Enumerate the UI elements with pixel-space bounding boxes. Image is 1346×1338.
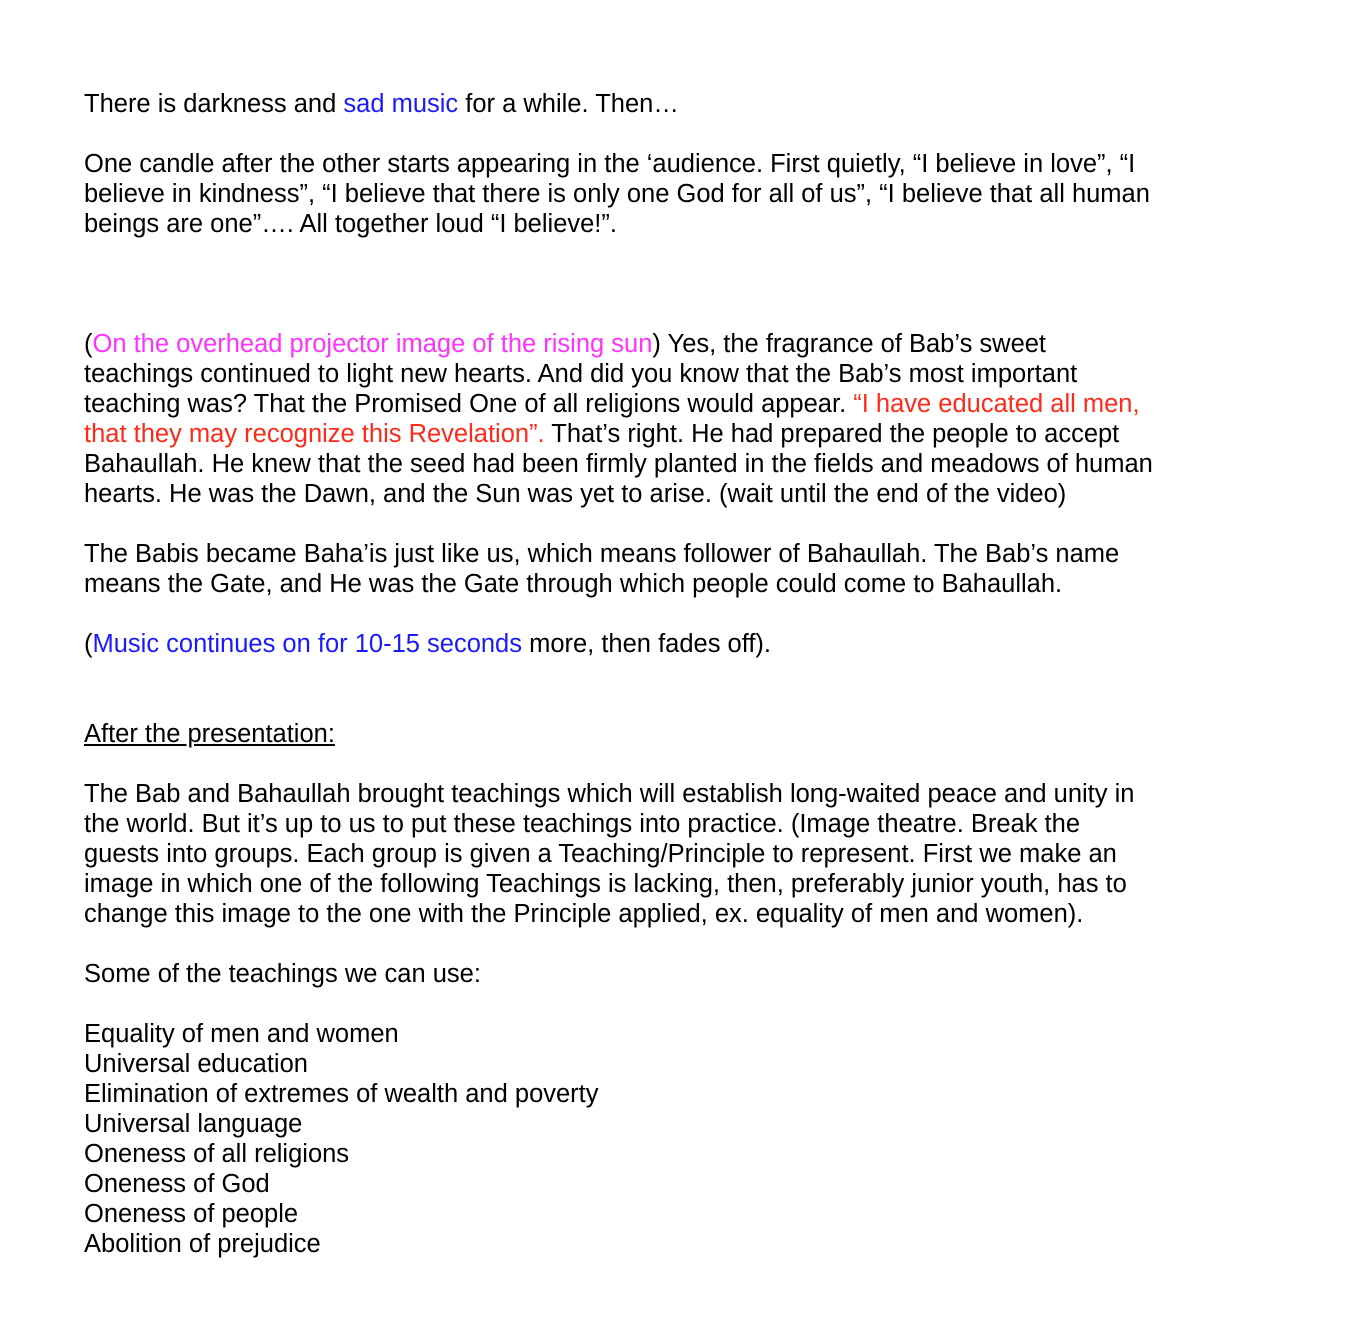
text-line: The Babis became Baha’is just like us, which means follower of Bahaullah. The Bab’s name (84, 540, 1120, 568)
quotation-red: “I have educated all men, (853, 390, 1140, 418)
text-line: beings are one”…. All together loud “I believe!”. (84, 210, 617, 238)
teachings-list (84, 1019, 1264, 1259)
text-run: There is darkness and (84, 90, 344, 118)
section-heading: After the presentation: (84, 720, 335, 748)
list-item: Oneness of God (84, 1170, 270, 1198)
text-line: Bahaullah. He knew that the seed had been firmly planted in the fields and meadows of human (84, 450, 1153, 478)
text-line: means the Gate, and He was the Gate through which people could come to Bahaullah. (84, 570, 1063, 598)
list-item: Abolition of prejudice (84, 1230, 321, 1258)
text-run: for a while. Then… (458, 90, 679, 118)
text-line: believe in kindness”, “I believe that there is only one God for all of us”, “I believe that all human (84, 180, 1150, 208)
list-item: Oneness of all religions (84, 1140, 350, 1168)
paragraph-rising-sun (84, 329, 1264, 509)
text-line (84, 389, 1264, 419)
paragraph-darkness (84, 89, 1264, 119)
text-run: ( (84, 330, 93, 358)
text-run: teaching was? That the Promised One of all religions would appear. (84, 390, 854, 418)
text-line: change this image to the one with the Principle applied, ex. equality of men and women). (84, 900, 1084, 928)
text-run: ) Yes, the fragrance of Bab’s sweet (652, 330, 1047, 358)
stage-cue-projector: On the overhead projector image of the rising sun (92, 330, 653, 358)
text-line: guests into groups. Each group is given a Teaching/Principle to represent. First we make an (84, 840, 1117, 868)
text-line: hearts. He was the Dawn, and the Sun was yet to arise. (wait until the end of the video) (84, 480, 1067, 508)
document-page (84, 89, 1264, 1259)
text-line (84, 329, 1264, 359)
text-line: One candle after the other starts appearing in the ‘audience. First quietly, “I believe in love”, “I (84, 150, 1136, 178)
text-line: teachings continued to light new hearts. And did you know that the Bab’s most important (84, 360, 1078, 388)
text-run: more, then fades off). (522, 630, 771, 658)
stage-cue-sad-music: sad music (343, 90, 459, 118)
text-line: The Bab and Bahaullah brought teachings which will establish long-waited peace and unity in (84, 780, 1135, 808)
list-item: Oneness of people (84, 1200, 299, 1228)
text-line: the world. But it’s up to us to put these teachings into practice. (Image theatre. Break the (84, 810, 1081, 838)
paragraph-babis (84, 539, 1264, 599)
list-item: Elimination of extremes of wealth and poverty (84, 1080, 599, 1108)
teachings-intro: Some of the teachings we can use: (84, 960, 481, 988)
text-run: ( (84, 630, 93, 658)
quotation-red: that they may recognize this Revelation”. (84, 420, 545, 448)
text-line: image in which one of the following Teachings is lacking, then, preferably junior youth, has to (84, 870, 1127, 898)
text-line (84, 419, 1264, 449)
paragraph-teachings-practice (84, 779, 1264, 929)
list-item: Equality of men and women (84, 1020, 399, 1048)
stage-cue-music: Music continues on for 10-15 seconds (92, 630, 522, 658)
list-item: Universal language (84, 1110, 303, 1138)
paragraph-music-continues (84, 629, 1264, 659)
paragraph-candles (84, 149, 1264, 239)
list-item: Universal education (84, 1050, 308, 1078)
text-run: That’s right. He had prepared the people to accept (544, 420, 1120, 448)
